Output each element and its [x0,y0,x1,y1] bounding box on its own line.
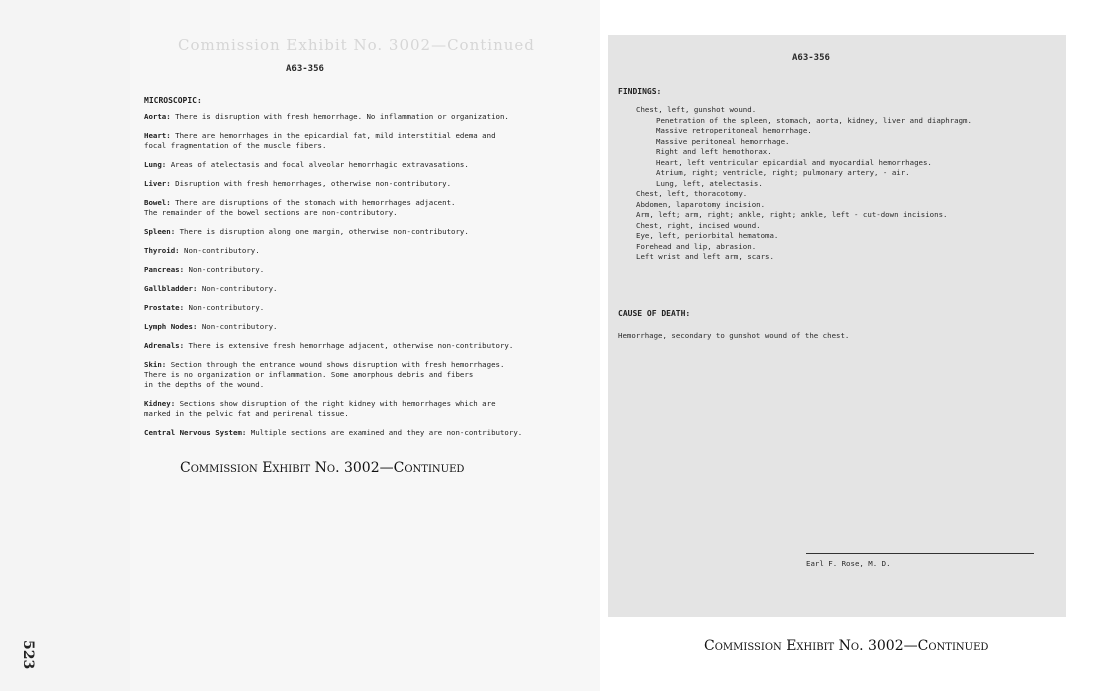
finding-line: Chest, right, incised wound. [636,220,761,230]
finding-row [144,399,564,419]
bleed-through-header: Commission Exhibit No. 3002—Continued [178,36,535,54]
finding-text: Non-contributory. [188,303,265,312]
finding-row [144,265,564,275]
left-exhibit-caption: Commission Exhibit No. 3002—Continued [180,460,465,476]
finding-line: Arm, left; arm, right; ankle, right; ankle, left - cut-down incisions. [636,210,948,219]
finding-organ: Heart: [144,131,176,140]
finding-text: Non-contributory. [188,265,265,274]
finding-line: Forehead and lip, abrasion. [636,241,757,251]
finding-text: Areas of atelectasis and focal alveolar hemorrhagic extravasations. [170,160,469,169]
finding-organ: Lung: [144,160,171,169]
finding-text: Non-contributory. [201,284,278,293]
finding-line: Chest, left, gunshot wound. [636,105,757,114]
finding-organ: Liver: [144,179,176,188]
finding-row [144,341,564,351]
finding-text: There is extensive fresh hemorrhage adjacent, otherwise non-contributory. [188,341,514,350]
cause-of-death-label: CAUSE OF DEATH: [618,309,691,318]
finding-row [144,428,564,438]
finding-organ: Skin: [144,360,171,369]
signature-name: Earl F. Rose, M. D. [806,559,891,568]
finding-row [144,284,564,294]
finding-organ: Gallbladder: [144,284,202,293]
finding-organ: Lymph Nodes: [144,322,202,331]
right-document [608,35,1066,617]
finding-text: Section through the entrance wound shows disruption with fresh hemorrhages. There is no organization or inflammation. Some amorphous debris and fibers in the depths of the wound. [144,360,505,389]
finding-text: There is disruption along one margin, otherwise non-contributory. [179,227,469,236]
finding-organ: Adrenals: [144,341,189,350]
finding-row [144,131,564,151]
finding-row [144,322,564,332]
finding-organ: Aorta: [144,112,176,121]
finding-line: Right and left hemothorax. [656,147,772,156]
finding-row [144,179,564,189]
finding-line: Penetration of the spleen, stomach, aorta, kidney, liver and diaphragm. [656,115,972,125]
finding-organ: Pancreas: [144,265,189,274]
finding-organ: Central Nervous System: [144,428,251,437]
findings-label: FINDINGS: [618,87,662,96]
finding-text: Non-contributory. [184,246,260,255]
finding-row [144,227,564,237]
finding-line: Atrium, right; ventricle, right; pulmonary artery, - air. [656,168,910,177]
finding-line: Chest, left, thoracotomy. [636,189,748,198]
finding-text: Non-contributory. [201,322,278,331]
finding-line: Lung, left, atelectasis. [656,178,763,188]
finding-line: Eye, left, periorbital hematoma. [636,231,779,240]
right-doc-number: A63-356 [792,53,830,63]
finding-text: Sections show disruption of the right kidney with hemorrhages which are marked in the pelvic fat and perirenal tissue. [144,399,496,418]
finding-row [144,112,564,122]
finding-organ: Bowel: [144,198,176,207]
left-document [130,0,600,691]
finding-line: Massive peritoneal hemorrhage. [656,136,790,146]
cause-of-death-text: Hemorrhage, secondary to gunshot wound of the chest. [618,331,850,340]
finding-line: Heart, left ventricular epicardial and myocardial hemorrhages. [656,157,932,167]
finding-text: There is disruption with fresh hemorrhage. No inflammation or organization. [175,112,509,121]
finding-text: Disruption with fresh hemorrhages, otherwise non-contributory. [175,179,452,188]
finding-line: Massive retroperitoneal hemorrhage. [656,126,812,135]
page-number: 523 [20,640,36,670]
finding-text: Multiple sections are examined and they are non-contributory. [250,428,523,437]
finding-line: Left wrist and left arm, scars. [636,252,774,261]
microscopic-label: MICROSCOPIC: [144,96,202,105]
finding-text: There are disruptions of the stomach with hemorrhages adjacent. The remainder of the bowel sections are non-contributory. [144,198,456,217]
finding-organ: Prostate: [144,303,189,312]
finding-row [144,160,564,170]
finding-organ: Thyroid: [144,246,185,255]
finding-line: Abdomen, laparotomy incision. [636,199,766,209]
finding-row [144,198,564,218]
finding-text: There are hemorrhages in the epicardial fat, mild interstitial edema and focal fragmentation of the muscle fibers. [144,131,496,150]
right-exhibit-caption: Commission Exhibit No. 3002—Continued [704,638,989,654]
finding-row [144,303,564,313]
finding-organ: Spleen: [144,227,180,236]
finding-organ: Kidney: [144,399,180,408]
signature-line [806,553,1034,554]
finding-row [144,246,564,256]
page-gutter [0,0,130,691]
left-doc-number: A63-356 [286,64,324,74]
finding-row [144,360,564,390]
